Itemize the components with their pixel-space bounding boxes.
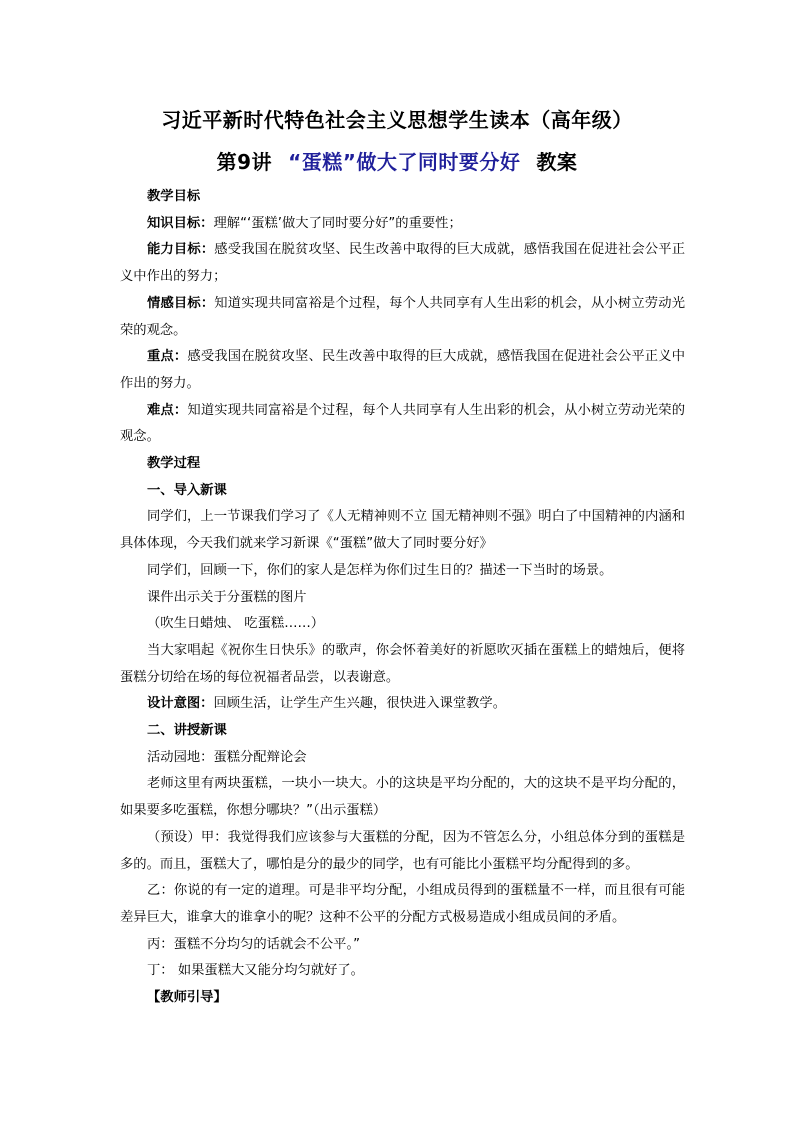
section-1-paragraph: 同学们，回顾一下，你们的家人是怎样为你们过生日的？描述一下当时的场景。 [147, 562, 613, 578]
section-1-paragraph: （吹生日蜡烛、 吃蛋糕……） [147, 616, 325, 632]
difficult-point: 难点：知道实现共同富裕是个过程，每个人共同享有人生出彩的机会，从小树立劳动光荣的观念。 [120, 402, 686, 445]
section-1-paragraph: 同学们，上一节课我们学习了《人无精神则不立 国无精神则不强》明白了中国精神的内涵和具体体现，今天我们就来学习新课《“蛋糕”做大了同时要分好》 [120, 509, 685, 552]
teaching-goals-heading: 教学目标 [147, 189, 201, 204]
section-2-paragraph: 丁： 如果蛋糕大又能分均匀就好了。 [147, 963, 364, 979]
document-title: 习近平新时代特色社会主义思想学生读本（高年级） [161, 108, 633, 132]
lesson-subtitle [0, 146, 794, 175]
ability-goal: 能力目标：感受我国在脱贫攻坚、民生改善中取得的巨大成就，感悟我国在促进社会公平正义中作出的努力； [120, 242, 686, 285]
knowledge-goal: 知识目标：理解“‘蛋糕’做大了同时要分好”的重要性； [147, 215, 462, 231]
section-1-title: 一、导入新课 [147, 482, 227, 498]
document-body [120, 184, 685, 1012]
key-point: 重点：感受我国在脱贫攻坚、民生改善中取得的巨大成就，感悟我国在促进社会公平正义中作出的努力。 [120, 349, 686, 391]
lesson-plan-label: 教案 [536, 150, 578, 174]
section-2-title: 二、讲授新课 [147, 723, 227, 739]
teaching-process-heading: 教学过程 [147, 456, 201, 472]
section-2-paragraph: （预设）甲：我觉得我们应该参与大蛋糕的分配，因为不管怎么分，小组总体分到的蛋糕是多的。而且，蛋糕大了，哪怕是分的最少的同学，也有可能比小蛋糕平均分配得到的多。 [120, 829, 685, 872]
lesson-topic: “蛋糕”做大了同时要分好 [288, 150, 521, 174]
section-1-paragraph: 课件出示关于分蛋糕的图片 [147, 589, 307, 605]
section-2-paragraph: 活动园地：蛋糕分配辩论会 [147, 749, 307, 765]
teacher-guide-heading: 【教师引导】 [147, 990, 227, 1006]
design-intent: 设计意图：回顾生活，让学生产生兴趣，很快进入课堂教学。 [147, 696, 507, 712]
section-2-paragraph: 丙：蛋糕不分均匀的话就会不公平。” [147, 936, 360, 952]
section-1-paragraph: 当大家唱起《祝你生日快乐》的歌声，你会怀着美好的祈愿吹灭插在蛋糕上的蜡烛后，便将蛋糕分切给在场的每位祝福者品尝，以表谢意。 [120, 642, 685, 685]
section-2-paragraph: 乙：你说的有一定的道理。可是非平均分配，小组成员得到的蛋糕量不一样，而且很有可能差异巨大，谁拿大的谁拿小的呢？这种不公平的分配方式极易造成小组成员间的矛盾。 [120, 883, 685, 925]
lecture-number: 第9讲 [216, 150, 273, 174]
emotion-goal: 情感目标：知道实现共同富裕是个过程，每个人共同享有人生出彩的机会，从小树立劳动光荣的观念。 [120, 295, 686, 338]
section-2-paragraph: 老师这里有两块蛋糕，一块小一块大。小的这块是平均分配的，大的这块不是平均分配的，如果要多吃蛋糕，你想分哪块？”（出示蛋糕） [120, 776, 685, 819]
